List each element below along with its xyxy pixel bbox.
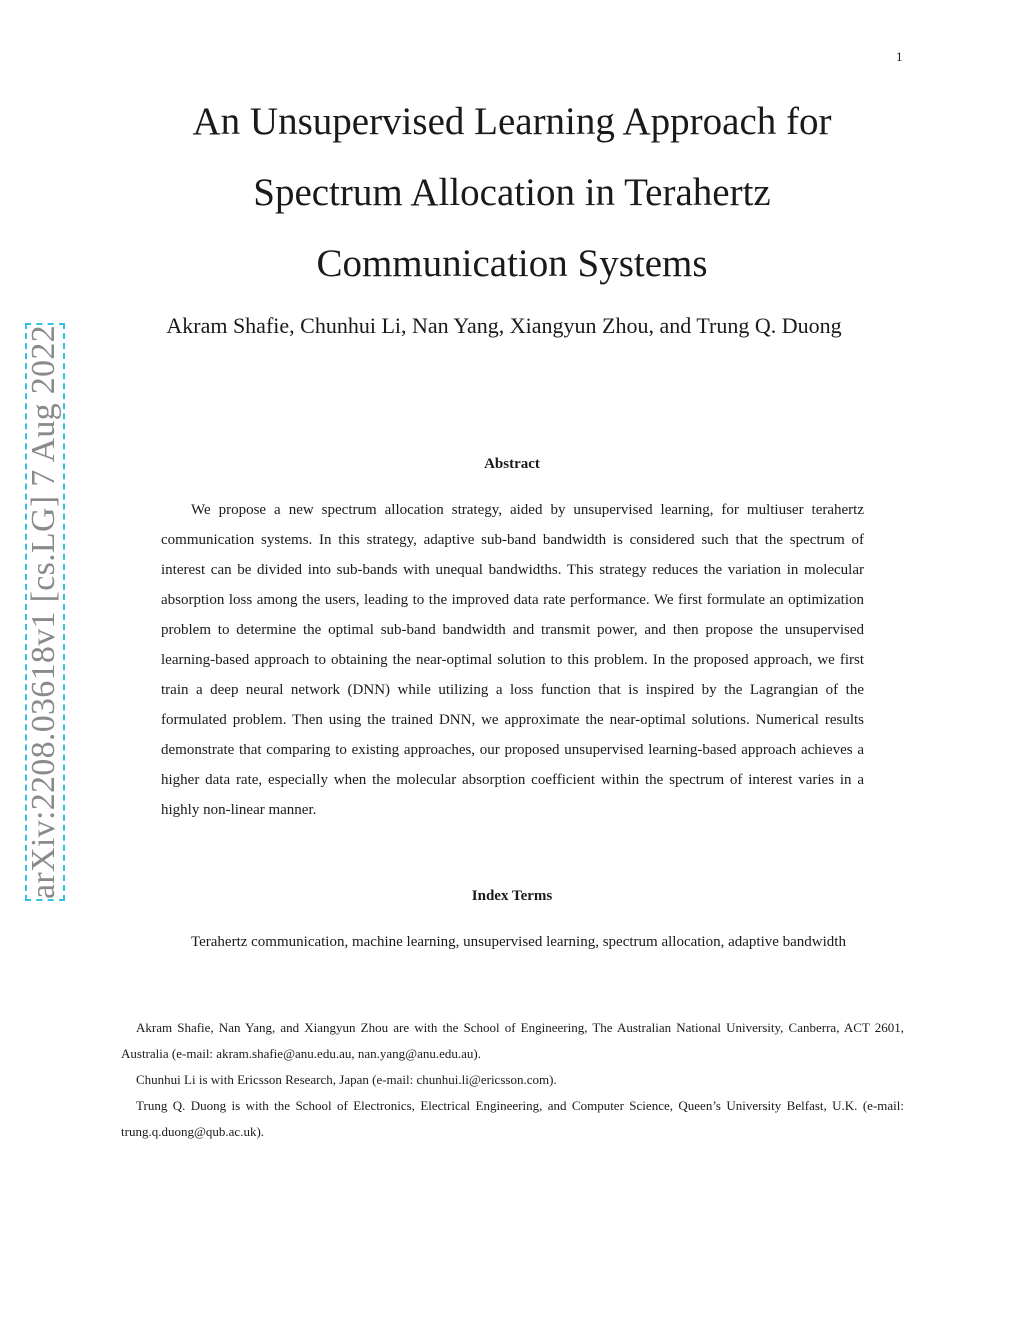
- page-number: 1: [896, 49, 903, 64]
- arxiv-identifier[interactable]: arXiv:2208.03618v1 [cs.LG] 7 Aug 2022: [25, 325, 62, 899]
- title-line-3: Communication Systems: [316, 242, 708, 285]
- title-line-1: An Unsupervised Learning Approach for: [192, 100, 832, 143]
- footnote-ericsson: Chunhui Li is with Ericsson Research, Japan (e-mail: chunhui.li@ericsson.com).: [136, 1072, 557, 1087]
- title-line-2: Spectrum Allocation in Terahertz: [253, 171, 771, 214]
- footnote-qub: Trung Q. Duong is with the School of Electronics, Electrical Engineering, and Computer Science, Queen’s University Belfast, U.K. (e-mail: trung.q.duong@qub.ac.uk).: [121, 1098, 904, 1139]
- abstract-heading: Abstract: [484, 456, 540, 472]
- author-list: Akram Shafie, Chunhui Li, Nan Yang, Xiangyun Zhou, and Trung Q. Duong: [166, 313, 842, 338]
- abstract-text: We propose a new spectrum allocation strategy, aided by unsupervised learning, for multiuser terahertz communication systems. In this strategy, adaptive sub-band bandwidth is considered such that the spectrum of interest can be divided into sub-bands with unequal bandwidths. This strategy reduces the variation in molecular absorption loss among the users, leading to the improved data rate performance. We first formulate an optimization problem to determine the optimal sub-band bandwidth and transmit power, and then propose the unsupervised learning-based approach to obtaining the near-optimal solution to this problem. In the proposed approach, we first train a deep neural network (DNN) while utilizing a loss function that is inspired by the Lagrangian of the formulated problem. Then using the trained DNN, we approximate the near-optimal solutions. Numerical results demonstrate that comparing to existing approaches, our proposed unsupervised learning-based approach achieves a higher data rate, especially when the molecular absorption coefficient within the spectrum of interest varies in a highly non-linear manner.: [161, 502, 864, 818]
- index-terms-text: Terahertz communication, machine learning, unsupervised learning, spectrum allocation, adaptive bandwidth: [191, 934, 846, 950]
- affiliation-footnotes: [121, 1015, 904, 1145]
- paper-title: [0, 86, 1024, 299]
- index-terms-heading: Index Terms: [471, 888, 553, 904]
- footnote-anu: Akram Shafie, Nan Yang, and Xiangyun Zhou are with the School of Engineering, The Australian National University, Canberra, ACT 2601, Australia (e-mail: akram.shafie@anu.edu.au, nan.yang@anu.edu.au).: [121, 1020, 904, 1061]
